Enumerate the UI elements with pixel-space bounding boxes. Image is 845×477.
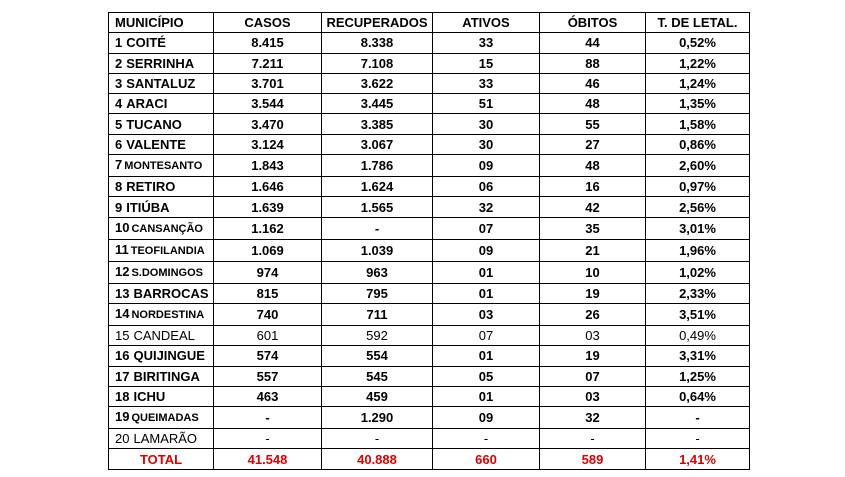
letal-cell: 1,25% xyxy=(646,366,750,386)
recuperados-cell: 795 xyxy=(322,283,433,303)
row-number: 1 xyxy=(115,35,123,51)
municipio-cell xyxy=(109,134,214,154)
casos-cell: 815 xyxy=(214,283,322,303)
ativos-cell: 33 xyxy=(433,73,540,93)
table-row xyxy=(109,407,750,429)
obitos-cell: 42 xyxy=(540,197,646,217)
header-letalidade: T. DE LETAL. xyxy=(646,13,750,33)
row-number: 19 xyxy=(115,409,130,425)
ativos-cell: 01 xyxy=(433,283,540,303)
municipio-cell xyxy=(109,346,214,366)
table-row xyxy=(109,239,750,261)
header-ativos: ATIVOS xyxy=(433,13,540,33)
obitos-cell: 03 xyxy=(540,325,646,345)
municipio-name: CANDEAL xyxy=(133,328,195,344)
row-number: 2 xyxy=(115,55,123,71)
row-number: 18 xyxy=(115,389,130,404)
recuperados-cell: 3.385 xyxy=(322,114,433,134)
municipio-cell xyxy=(109,114,214,134)
header-casos: CASOS xyxy=(214,13,322,33)
header-obitos: ÓBITOS xyxy=(540,13,646,33)
municipio-name: SERRINHA xyxy=(126,55,195,71)
casos-cell: 740 xyxy=(214,303,322,325)
letal-cell: 1,58% xyxy=(646,114,750,134)
table-row xyxy=(109,217,750,239)
ativos-cell: 07 xyxy=(433,217,540,239)
total-letalidade: 1,41% xyxy=(646,449,750,469)
ativos-cell: 05 xyxy=(433,366,540,386)
row-number: 12 xyxy=(115,263,130,279)
table-row xyxy=(109,325,750,345)
ativos-cell: 01 xyxy=(433,346,540,366)
obitos-cell: 32 xyxy=(540,407,646,429)
casos-cell: 574 xyxy=(214,346,322,366)
row-number: 15 xyxy=(115,328,130,344)
ativos-cell: 15 xyxy=(433,53,540,73)
letal-cell: 1,22% xyxy=(646,53,750,73)
recuperados-cell: 554 xyxy=(322,346,433,366)
obitos-cell: - xyxy=(540,429,646,449)
recuperados-cell: - xyxy=(322,217,433,239)
ativos-cell: 51 xyxy=(433,94,540,114)
obitos-cell: 48 xyxy=(540,155,646,177)
municipio-cell xyxy=(109,33,214,53)
letal-cell: 0,64% xyxy=(646,386,750,406)
table-row xyxy=(109,429,750,449)
casos-cell: 1.646 xyxy=(214,177,322,197)
obitos-cell: 07 xyxy=(540,366,646,386)
municipio-name: ICHU xyxy=(133,389,166,404)
municipio-name: SANTALUZ xyxy=(126,76,196,92)
recuperados-cell: 1.624 xyxy=(322,177,433,197)
recuperados-cell: 711 xyxy=(322,303,433,325)
row-number: 17 xyxy=(115,368,130,384)
recuperados-cell: - xyxy=(322,429,433,449)
table-row xyxy=(109,53,750,73)
municipio-name: TUCANO xyxy=(126,116,182,132)
ativos-cell: 30 xyxy=(433,134,540,154)
obitos-cell: 16 xyxy=(540,177,646,197)
recuperados-cell: 8.338 xyxy=(322,33,433,53)
table-row xyxy=(109,155,750,177)
ativos-cell: 03 xyxy=(433,303,540,325)
row-number: 10 xyxy=(115,219,130,235)
casos-cell: 1.162 xyxy=(214,217,322,239)
municipio-cell xyxy=(109,197,214,217)
casos-cell: 3.701 xyxy=(214,73,322,93)
obitos-cell: 55 xyxy=(540,114,646,134)
table-row xyxy=(109,33,750,53)
municipio-cell xyxy=(109,407,214,429)
municipio-name: S.DOMINGOS xyxy=(131,266,203,279)
recuperados-cell: 7.108 xyxy=(322,53,433,73)
letal-cell: 2,56% xyxy=(646,197,750,217)
table-row xyxy=(109,114,750,134)
casos-cell: - xyxy=(214,407,322,429)
recuperados-cell: 1.565 xyxy=(322,197,433,217)
row-number: 11 xyxy=(115,241,129,257)
municipio-name: BARROCAS xyxy=(133,285,209,301)
casos-cell: 8.415 xyxy=(214,33,322,53)
municipio-cell xyxy=(109,429,214,449)
total-recuperados: 40.888 xyxy=(322,449,433,469)
municipio-cell xyxy=(109,217,214,239)
total-obitos: 589 xyxy=(540,449,646,469)
table-row xyxy=(109,303,750,325)
obitos-cell: 21 xyxy=(540,239,646,261)
row-number: 20 xyxy=(115,431,130,447)
obitos-cell: 44 xyxy=(540,33,646,53)
municipio-cell xyxy=(109,94,214,114)
row-number: 6 xyxy=(115,136,123,152)
municipio-cell xyxy=(109,177,214,197)
municipio-name: ITIÚBA xyxy=(126,199,170,215)
letal-cell: 2,60% xyxy=(646,155,750,177)
covid-cases-table xyxy=(108,12,750,470)
municipio-name: MONTESANTO xyxy=(124,160,203,173)
row-number: 14 xyxy=(115,305,130,321)
municipio-name: QUEIMADAS xyxy=(131,412,199,425)
letal-cell: 0,97% xyxy=(646,177,750,197)
municipio-cell xyxy=(109,73,214,93)
total-row xyxy=(109,449,750,469)
obitos-cell: 19 xyxy=(540,346,646,366)
table-row xyxy=(109,366,750,386)
recuperados-cell: 963 xyxy=(322,261,433,283)
letal-cell: 0,49% xyxy=(646,325,750,345)
casos-cell: 1.069 xyxy=(214,239,322,261)
obitos-cell: 03 xyxy=(540,386,646,406)
municipio-cell xyxy=(109,53,214,73)
obitos-cell: 48 xyxy=(540,94,646,114)
ativos-cell: 09 xyxy=(433,155,540,177)
letal-cell: 3,51% xyxy=(646,303,750,325)
ativos-cell: 01 xyxy=(433,261,540,283)
municipio-cell xyxy=(109,283,214,303)
header-municipio: MUNICÍPIO xyxy=(109,13,214,33)
municipio-name: QUIJINGUE xyxy=(133,348,205,364)
ativos-cell: 06 xyxy=(433,177,540,197)
municipio-cell xyxy=(109,303,214,325)
ativos-cell: 33 xyxy=(433,33,540,53)
letal-cell: 3,01% xyxy=(646,217,750,239)
municipio-name: ARACI xyxy=(126,96,168,112)
recuperados-cell: 1.786 xyxy=(322,155,433,177)
letal-cell: 0,86% xyxy=(646,134,750,154)
row-number: 9 xyxy=(115,199,123,215)
casos-cell: 557 xyxy=(214,366,322,386)
header-recuperados: RECUPERADOS xyxy=(322,13,433,33)
casos-cell: 1.843 xyxy=(214,155,322,177)
letal-cell: 1,24% xyxy=(646,73,750,93)
ativos-cell: 07 xyxy=(433,325,540,345)
row-number: 7 xyxy=(115,157,123,173)
recuperados-cell: 3.622 xyxy=(322,73,433,93)
municipio-cell xyxy=(109,239,214,261)
municipio-cell xyxy=(109,386,214,406)
municipio-name: CANSANÇÃO xyxy=(131,222,203,235)
table-row xyxy=(109,346,750,366)
header-row xyxy=(109,13,750,33)
ativos-cell: 30 xyxy=(433,114,540,134)
table-row xyxy=(109,283,750,303)
letal-cell: 1,35% xyxy=(646,94,750,114)
row-number: 5 xyxy=(115,116,123,132)
casos-cell: 7.211 xyxy=(214,53,322,73)
casos-cell: 3.544 xyxy=(214,94,322,114)
municipio-name: NORDESTINA xyxy=(131,308,205,321)
municipio-cell xyxy=(109,325,214,345)
ativos-cell: 09 xyxy=(433,407,540,429)
obitos-cell: 27 xyxy=(540,134,646,154)
table-row xyxy=(109,261,750,283)
recuperados-cell: 1.290 xyxy=(322,407,433,429)
ativos-cell: - xyxy=(433,429,540,449)
letal-cell: 0,52% xyxy=(646,33,750,53)
table-row xyxy=(109,177,750,197)
letal-cell: 1,96% xyxy=(646,239,750,261)
recuperados-cell: 3.067 xyxy=(322,134,433,154)
recuperados-cell: 459 xyxy=(322,386,433,406)
recuperados-cell: 592 xyxy=(322,325,433,345)
table-row xyxy=(109,134,750,154)
letal-cell: 2,33% xyxy=(646,283,750,303)
municipio-name: VALENTE xyxy=(126,136,186,152)
casos-cell: 974 xyxy=(214,261,322,283)
letal-cell: 3,31% xyxy=(646,346,750,366)
table-row xyxy=(109,386,750,406)
municipio-name: LAMARÃO xyxy=(133,431,198,447)
row-number: 4 xyxy=(115,96,123,112)
obitos-cell: 88 xyxy=(540,53,646,73)
recuperados-cell: 1.039 xyxy=(322,239,433,261)
municipio-name: RETIRO xyxy=(126,179,176,195)
obitos-cell: 10 xyxy=(540,261,646,283)
ativos-cell: 01 xyxy=(433,386,540,406)
row-number: 13 xyxy=(115,285,130,301)
obitos-cell: 46 xyxy=(540,73,646,93)
casos-cell: 3.470 xyxy=(214,114,322,134)
casos-cell: 463 xyxy=(214,386,322,406)
obitos-cell: 26 xyxy=(540,303,646,325)
casos-cell: 601 xyxy=(214,325,322,345)
letal-cell: - xyxy=(646,429,750,449)
obitos-cell: 35 xyxy=(540,217,646,239)
obitos-cell: 19 xyxy=(540,283,646,303)
letal-cell: - xyxy=(646,407,750,429)
casos-cell: 1.639 xyxy=(214,197,322,217)
ativos-cell: 09 xyxy=(433,239,540,261)
municipio-cell xyxy=(109,155,214,177)
municipio-cell xyxy=(109,366,214,386)
recuperados-cell: 3.445 xyxy=(322,94,433,114)
municipio-name: TEOFILANDIA xyxy=(130,244,205,257)
table-row xyxy=(109,94,750,114)
letal-cell: 1,02% xyxy=(646,261,750,283)
municipio-name: BIRITINGA xyxy=(133,368,200,384)
table-row xyxy=(109,197,750,217)
total-casos: 41.548 xyxy=(214,449,322,469)
municipio-name: COITÉ xyxy=(126,35,166,51)
ativos-cell: 32 xyxy=(433,197,540,217)
row-number: 3 xyxy=(115,76,123,92)
casos-cell: 3.124 xyxy=(214,134,322,154)
municipio-cell xyxy=(109,261,214,283)
recuperados-cell: 545 xyxy=(322,366,433,386)
total-ativos: 660 xyxy=(433,449,540,469)
row-number: 16 xyxy=(115,348,130,364)
table-row xyxy=(109,73,750,93)
casos-cell: - xyxy=(214,429,322,449)
total-label: TOTAL xyxy=(109,449,214,469)
row-number: 8 xyxy=(115,179,123,195)
